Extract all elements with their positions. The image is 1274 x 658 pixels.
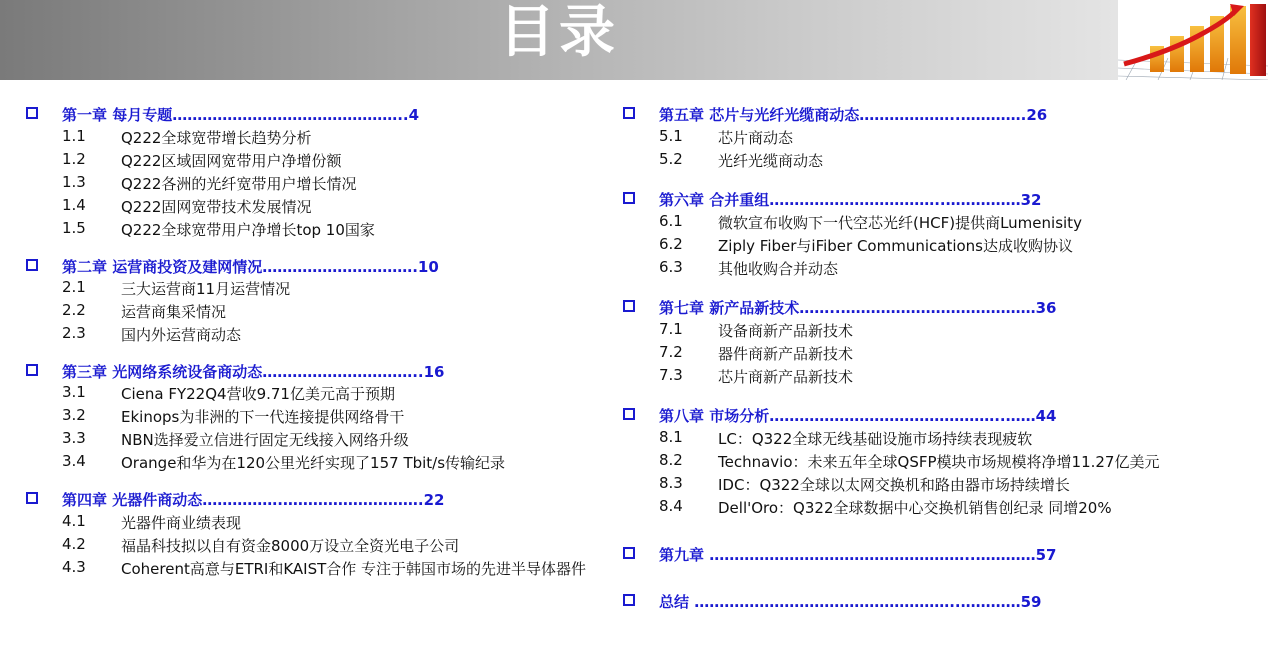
square-bullet-icon xyxy=(26,259,38,271)
toc-item-text: 器件商新产品新技术 xyxy=(718,345,854,363)
growth-chart-logo xyxy=(1118,0,1274,80)
chapter-title: 第二章 运营商投资及建网情况………………………….10 xyxy=(62,258,439,276)
chapter-title: 第八章 市场分析………………………………………..……44 xyxy=(659,407,1057,425)
toc-item-number: 7.1 xyxy=(659,320,683,338)
toc-item-text: 其他收购合并动态 xyxy=(718,260,839,278)
toc-item-number: 3.2 xyxy=(62,406,86,424)
toc-item-number: 8.2 xyxy=(659,451,683,469)
square-bullet-icon xyxy=(623,594,635,606)
toc-item-number: 6.2 xyxy=(659,235,683,253)
toc-item-number: 8.3 xyxy=(659,474,683,492)
toc-item-text: Ekinops为非洲的下一代连接提供网络骨干 xyxy=(121,408,405,426)
square-bullet-icon xyxy=(623,547,635,559)
chapter-title: 第一章 每月专题………………………………………..4 xyxy=(62,106,420,124)
toc-item-text: 光纤光缆商动态 xyxy=(718,152,824,170)
chapter-title: 第七章 新产品新技术……..…………………………………36 xyxy=(659,299,1057,317)
toc-item-text: 设备商新产品新技术 xyxy=(718,322,854,340)
toc-item-number: 1.2 xyxy=(62,150,86,168)
toc-item-number: 4.3 xyxy=(62,558,86,576)
chapter-title: 第九章 ……………………………………………..…………57 xyxy=(659,546,1057,564)
toc-item-number: 1.5 xyxy=(62,219,86,237)
toc-item-number: 1.3 xyxy=(62,173,86,191)
toc-item-number: 5.2 xyxy=(659,150,683,168)
toc-item-text: NBN选择爱立信进行固定无线接入网络升级 xyxy=(121,431,409,449)
toc-item-number: 3.1 xyxy=(62,383,86,401)
toc-item-number: 7.2 xyxy=(659,343,683,361)
toc-item-text: 微软宣布收购下一代空芯光纤(HCF)提供商Lumenisity xyxy=(718,214,1082,232)
chapter-title: 第三章 光网络系统设备商动态…………………………..16 xyxy=(62,363,445,381)
toc-item-number: 1.4 xyxy=(62,196,86,214)
toc-item-text: Q222区域固网宽带用户净增份额 xyxy=(121,152,342,170)
toc-item-text: Ciena FY22Q4营收9.71亿美元高于预期 xyxy=(121,385,395,403)
toc-item-text: Technavio：未来五年全球QSFP模块市场规模将净增11.27亿美元 xyxy=(718,453,1160,471)
toc-item-number: 2.1 xyxy=(62,278,86,296)
toc-item-number: 7.3 xyxy=(659,366,683,384)
toc-item-text: 运营商集采情况 xyxy=(121,303,227,321)
square-bullet-icon xyxy=(623,107,635,119)
square-bullet-icon xyxy=(623,408,635,420)
toc-item-number: 3.4 xyxy=(62,452,86,470)
toc-item-text: 光器件商业绩表现 xyxy=(121,514,242,532)
chapter-title: 第六章 合并重组……………………………..……………32 xyxy=(659,191,1042,209)
toc-item-number: 8.1 xyxy=(659,428,683,446)
square-bullet-icon xyxy=(26,107,38,119)
toc-item-text: 芯片商动态 xyxy=(718,129,794,147)
square-bullet-icon xyxy=(623,300,635,312)
bar-chart-arrow-icon xyxy=(1118,0,1274,80)
toc-item-text: IDC：Q322全球以太网交换机和路由器市场持续增长 xyxy=(718,476,1070,494)
square-bullet-icon xyxy=(26,364,38,376)
toc-item-text: Q222固网宽带技术发展情况 xyxy=(121,198,312,216)
toc-item-text: Coherent高意与ETRI和KAIST合作 专注于韩国市场的先进半导体器件 xyxy=(121,560,587,578)
toc-item-number: 5.1 xyxy=(659,127,683,145)
toc-item-text: 国内外运营商动态 xyxy=(121,326,242,344)
toc-item-text: Q222全球宽带用户净增长top 10国家 xyxy=(121,221,375,239)
toc-item-number: 4.1 xyxy=(62,512,86,530)
toc-item-text: 芯片商新产品新技术 xyxy=(718,368,854,386)
chapter-title: 第五章 芯片与光纤光缆商动态………………..………….26 xyxy=(659,106,1048,124)
toc-item-number: 2.2 xyxy=(62,301,86,319)
toc-item-number: 3.3 xyxy=(62,429,86,447)
toc-item-text: 福晶科技拟以自有资金8000万设立全资光电子公司 xyxy=(121,537,460,555)
toc-item-number: 2.3 xyxy=(62,324,86,342)
toc-item-number: 6.3 xyxy=(659,258,683,276)
toc-item-text: LC：Q322全球无线基础设施市场持续表现疲软 xyxy=(718,430,1033,448)
square-bullet-icon xyxy=(26,492,38,504)
chapter-title: 总结 ……………………………………………..…………59 xyxy=(659,593,1042,611)
toc-item-text: Dell'Oro：Q322全球数据中心交换机销售创纪录 同增20% xyxy=(718,499,1112,517)
toc-item-text: Q222全球宽带增长趋势分析 xyxy=(121,129,312,147)
page-title: 目录 xyxy=(499,0,619,65)
square-bullet-icon xyxy=(623,192,635,204)
toc-item-number: 8.4 xyxy=(659,497,683,515)
chapter-title: 第四章 光器件商动态…………….……………………….22 xyxy=(62,491,445,509)
toc-item-number: 4.2 xyxy=(62,535,86,553)
toc-item-text: Orange和华为在120公里光纤实现了157 Tbit/s传输纪录 xyxy=(121,454,506,472)
toc-item-number: 1.1 xyxy=(62,127,86,145)
toc-item-text: Ziply Fiber与iFiber Communications达成收购协议 xyxy=(718,237,1073,255)
toc-item-text: Q222各洲的光纤宽带用户增长情况 xyxy=(121,175,357,193)
toc-item-text: 三大运营商11月运营情况 xyxy=(121,280,291,298)
toc-item-number: 6.1 xyxy=(659,212,683,230)
